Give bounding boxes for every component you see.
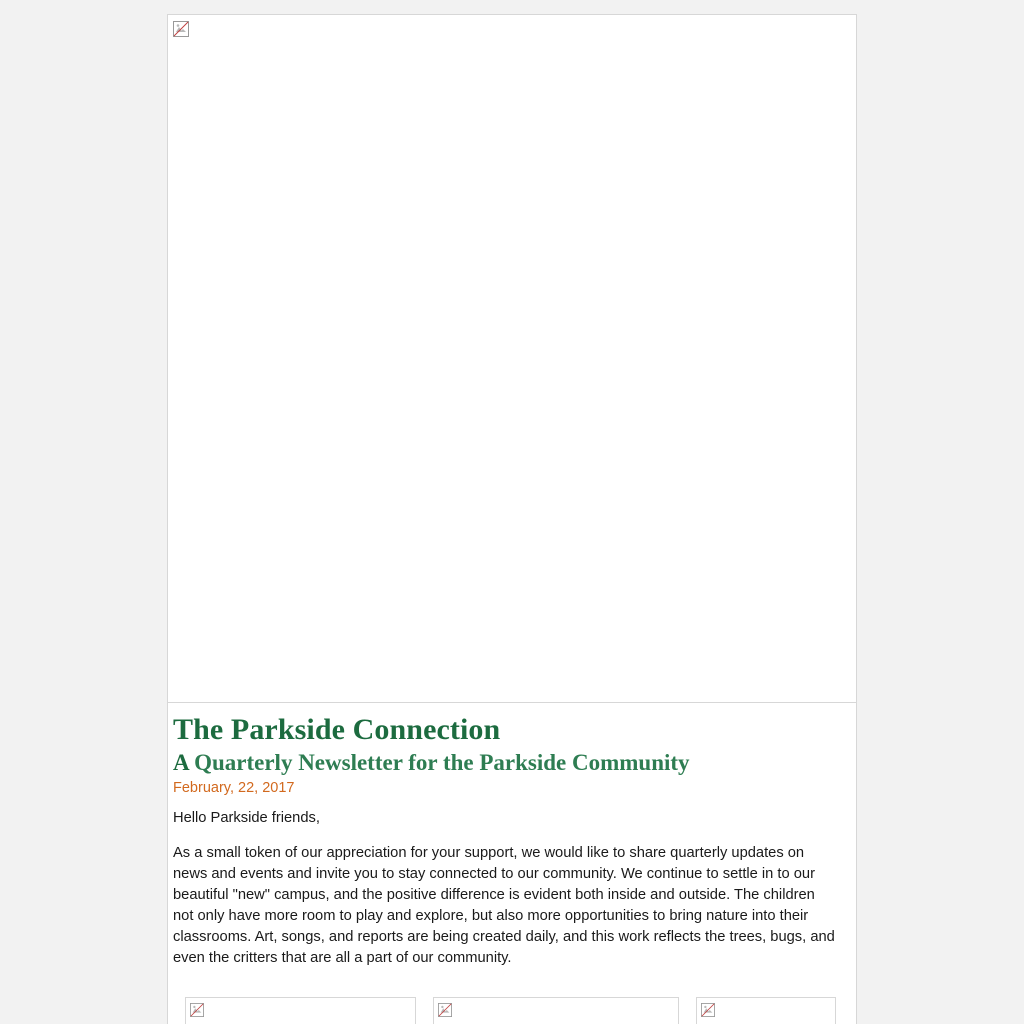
page-title: The Parkside Connection <box>173 713 501 746</box>
subtitle-rest: Quarterly Newsletter for the Parkside Community <box>188 750 690 775</box>
broken-image-icon <box>173 21 189 37</box>
broken-image-icon <box>438 1003 454 1019</box>
body-paragraph: As a small token of our appreciation for your support, we would like to share quarterly updates on news and events and invite you to stay connected to our community. We continue to settle in to our beautiful "new" campus, and the positive difference is evident both inside and outside. The children not only have more room to play and explore, but also more opportunities to bring nature into their classrooms. Art, songs, and reports are being created daily, and this work reflects the trees, bugs, and even the critters that are all a part of our community. <box>173 845 835 967</box>
salutation: Hello Parkside friends, <box>173 810 320 827</box>
photo-thumbnail-1[interactable] <box>185 997 416 1024</box>
newsletter-body <box>168 703 856 1024</box>
publication-date: February, 22, 2017 <box>173 780 295 797</box>
broken-image-icon <box>701 1003 717 1019</box>
photo-thumbnail-2[interactable] <box>433 997 679 1024</box>
newsletter-container <box>167 14 857 1024</box>
broken-image-icon <box>190 1003 206 1019</box>
subtitle <box>173 750 836 776</box>
newsletter-header-image <box>168 15 856 703</box>
photo-thumbnail-3[interactable] <box>696 997 836 1024</box>
thumbnail-row <box>173 983 836 1024</box>
subtitle-lead: A <box>173 750 189 775</box>
